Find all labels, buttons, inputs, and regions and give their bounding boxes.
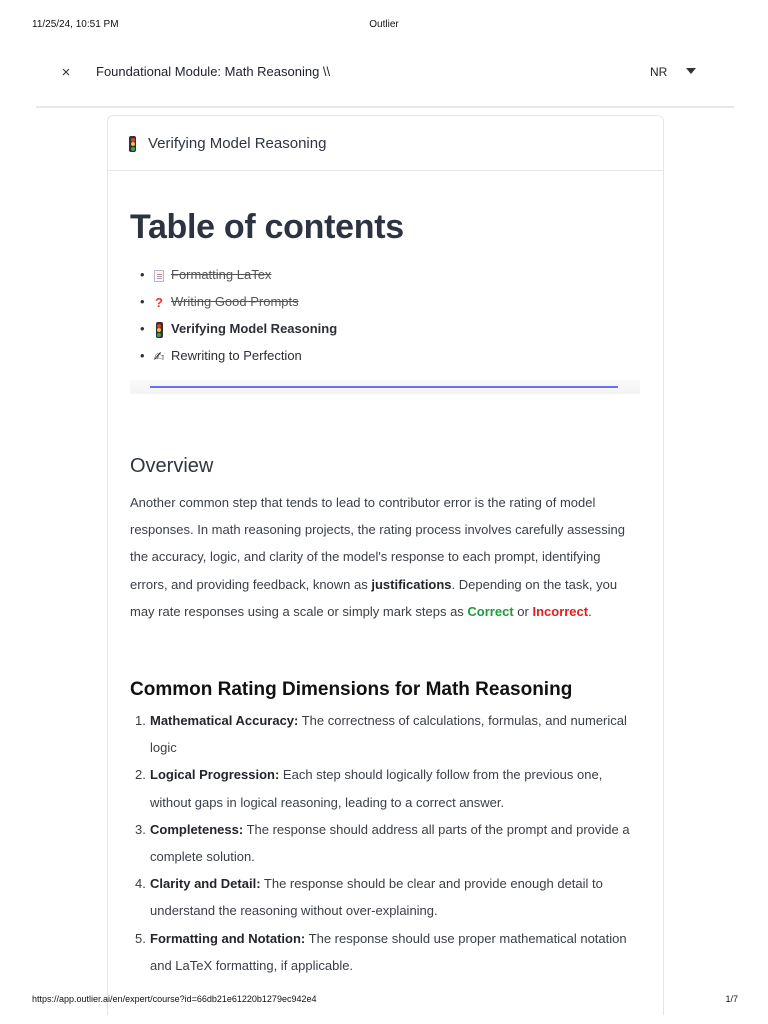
overview-period: . <box>588 603 592 619</box>
toc-item-writing-good-prompts[interactable] <box>140 291 337 318</box>
toc-item-verifying-model-reasoning[interactable] <box>140 318 337 345</box>
writing-hand-icon: ✍ <box>153 348 165 364</box>
print-page-title: Outlier <box>369 19 399 30</box>
toc-divider <box>150 386 618 388</box>
list-item: 3. Completeness: The response should address all parts of the prompt and provide a complete solution. <box>135 821 630 865</box>
traffic-light-icon <box>151 319 167 341</box>
toc-list <box>140 264 337 372</box>
lesson-title: Verifying Model Reasoning <box>148 135 327 152</box>
list-item: 5. Formatting and Notation: The response should use proper mathematical notation and LaTeX formatting, if applicable. <box>135 930 627 973</box>
print-url: https://app.outlier.ai/en/expert/course?id=66db21e61220b1279ec942e4 <box>32 994 317 1004</box>
print-datetime: 11/25/24, 10:51 PM <box>32 19 119 30</box>
close-button[interactable] <box>56 63 76 83</box>
toc-item-label: Writing Good Prompts <box>171 294 299 309</box>
list-item: 4. Clarity and Detail: The response should be clear and provide enough detail to understand the reasoning without over-explaining. <box>135 876 603 919</box>
course-topbar <box>36 54 734 108</box>
correct-label: Correct <box>467 603 514 619</box>
list-item: 2. Logical Progression: Each step should logically follow from the previous one, without gaps in logical reasoning, leading to a correct answer. <box>135 767 603 810</box>
user-menu-chevron-down-icon[interactable] <box>686 68 696 74</box>
list-item: 1. Mathematical Accuracy: The correctness of calculations, formulas, and numerical logic <box>135 713 627 756</box>
document-icon <box>151 265 167 287</box>
overview-heading: Overview <box>130 455 214 477</box>
traffic-light-icon <box>129 136 136 152</box>
overview-text-1: Another common step that tends to lead to contributor error is the rating of model responses. In math reasoning projects, the rating process involves carefully assessing the accuracy, logic, and clarity of the model's response to each prompt, identifying errors, and providing feedback, known as <box>130 495 625 592</box>
toc-title: Table of contents <box>130 208 404 246</box>
toc-item-label: Verifying Model Reasoning <box>171 321 338 336</box>
overview-paragraph <box>130 489 640 625</box>
close-icon: × <box>61 64 71 81</box>
overview-or: or <box>513 603 533 619</box>
rating-dimensions-heading: Common Rating Dimensions for Math Reasoning <box>130 679 573 700</box>
lesson-header <box>108 116 663 171</box>
toc-item-label: Formatting LaTex <box>171 267 272 282</box>
toc-item-formatting-latex[interactable] <box>140 264 337 291</box>
rating-dimensions-list <box>135 707 640 979</box>
incorrect-label: Incorrect <box>532 603 589 619</box>
question-mark-icon: ? <box>155 294 163 310</box>
user-avatar-initials[interactable]: NR <box>650 65 668 79</box>
toc-item-label: Rewriting to Perfection <box>171 348 302 363</box>
print-header <box>0 19 768 33</box>
toc-item-rewriting-to-perfection[interactable] <box>140 345 337 372</box>
justifications-term: justifications <box>371 576 452 592</box>
print-page-number: 1/7 <box>725 994 738 1004</box>
overview-text-2: . Depending on the task, you may rate responses using a scale or simply mark steps as <box>130 576 618 619</box>
print-footer <box>0 994 768 1008</box>
course-title: Foundational Module: Math Reasoning \\ <box>96 64 331 79</box>
